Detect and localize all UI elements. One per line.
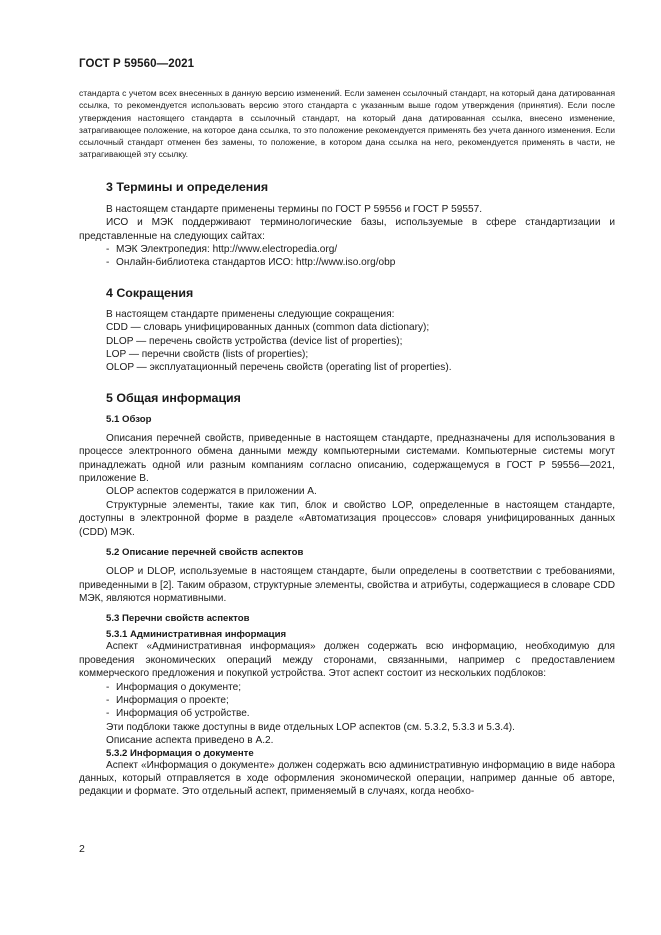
section-3-paragraph-2: ИСО и МЭК поддерживают терминологические базы, используемые в сфере стандартизации и представленные на следующих сайтах: — [79, 217, 615, 242]
list-item-text: Онлайн-библиотека стандартов ИСО: http://www.iso.org/obp — [116, 257, 396, 269]
section-5-1-paragraph-1: Описания перечней свойств, приведенные в настоящем стандарте, предназначены для использования в процессе электронного обмена данными между компьютерными системами. Компьютерные системы могут принадлежать одной или разным компаниям согласно описанию, содержащемуся в ГОСТ Р 59556—2021, приложение В. — [79, 432, 615, 485]
abbreviation-item: DLOP — перечень свойств устройства (device list of properties); — [106, 335, 403, 347]
section-5-2-paragraph-1: OLOP и DLOP, используемые в настоящем стандарте, были определены в соответствии с требованиями, приведенными в [2]. Таким образом, структурные элементы, свойства и атрибуты, содержащиеся в словаре CDD МЭК, являются нормативными. — [79, 566, 615, 604]
section-5-3-2-heading: 5.3.2 Информация о документе — [106, 747, 254, 759]
section-5-1-paragraph-2: OLOP аспектов содержатся в приложении А. — [106, 486, 317, 498]
section-5-heading: 5 Общая информация — [106, 390, 241, 405]
intro-paragraph: стандарта с учетом всех внесенных в данную версию изменений. Если заменен ссылочный стандарт, на который дана датированная ссылка, то рекомендуется использовать версию этого стандарта с указанным выше годом утверждения (принятия). Если после утверждения настоящего стандарта в ссылочный стандарт, на который дана датированная ссылка, внесено изменение, затрагивающее положение, на которое дана ссылка, то это положение рекомендуется применять без учета данного изменения. Если ссылочный стандарт отменен без замены, то положение, в котором дана ссылка на него, рекомендуется применять в части, не затрагивающей эту ссылку. — [79, 88, 615, 160]
abbreviation-item: OLOP — эксплуатационный перечень свойств (operating list of properties). — [106, 362, 452, 374]
list-item: - Информация о проекте; — [106, 694, 229, 706]
list-item-text: Информация о документе; — [116, 681, 242, 693]
section-4-paragraph-1: В настоящем стандарте применены следующие сокращения: — [106, 308, 395, 320]
list-item-text: Информация о проекте; — [116, 694, 229, 706]
page-header: ГОСТ Р 59560—2021 — [79, 58, 195, 70]
section-5-3-1-paragraph-2: Эти подблоки также доступны в виде отдельных LOP аспектов (см. 5.3.2, 5.3.3 и 5.3.4). — [106, 721, 515, 733]
section-5-2-heading: 5.2 Описание перечней свойств аспектов — [106, 547, 304, 559]
page-number: 2 — [79, 843, 85, 855]
list-item: - Информация о документе; — [106, 681, 242, 693]
list-item: - МЭК Электропедия: http://www.electropedia.org/ — [106, 244, 338, 255]
section-3-paragraph-1: В настоящем стандарте применены термины по ГОСТ Р 59556 и ГОСТ Р 59557. — [106, 203, 483, 215]
section-5-3-1-heading: 5.3.1 Административная информация — [106, 629, 287, 641]
page-content — [79, 87, 615, 799]
section-5-3-1-paragraph-1: Аспект «Административная информация» должен содержать всю информацию, необходимую для проведения экономических операций между сторонами, связанными, например с предоставлением коммерческого предложения и покупкой устройства. Этот аспект состоит из нескольких подблоков: — [79, 641, 615, 680]
section-5-3-2-paragraph-1: Аспект «Информация о документе» должен содержать всю административную информацию в виде набора данных, который отправляется в ходе оформления экономической операции, например данные об авторе, редакции и формате. Это отдельный аспект, применяемый в случаях, когда необхо- — [79, 759, 615, 798]
section-5-3-1-paragraph-3: Описание аспекта приведено в А.2. — [106, 735, 274, 747]
section-4-heading: 4 Сокращения — [106, 285, 194, 300]
list-item: - Информация об устройстве. — [106, 708, 250, 720]
section-5-3-heading: 5.3 Перечни свойств аспектов — [106, 613, 250, 625]
section-5-1-paragraph-3: Структурные элементы, такие как тип, блок и свойство LOP, определенные в настоящем стандарте, доступны в электронной форме в разделе «Автоматизация процессов» словаря унифицированных данных (CDD) МЭК. — [79, 499, 615, 538]
abbreviation-item: LOP — перечни свойств (lists of properties); — [106, 349, 309, 361]
list-item-text: Информация об устройстве. — [116, 708, 250, 720]
list-item-text: МЭК Электропедия: http://www.electropedia.org/ — [116, 244, 338, 255]
section-3-heading: 3 Термины и определения — [106, 179, 269, 194]
list-item: - Онлайн-библиотека стандартов ИСО: http://www.iso.org/obp — [106, 257, 396, 269]
section-5-1-heading: 5.1 Обзор — [106, 413, 152, 425]
abbreviation-item: CDD — словарь унифицированных данных (common data dictionary); — [106, 322, 430, 334]
